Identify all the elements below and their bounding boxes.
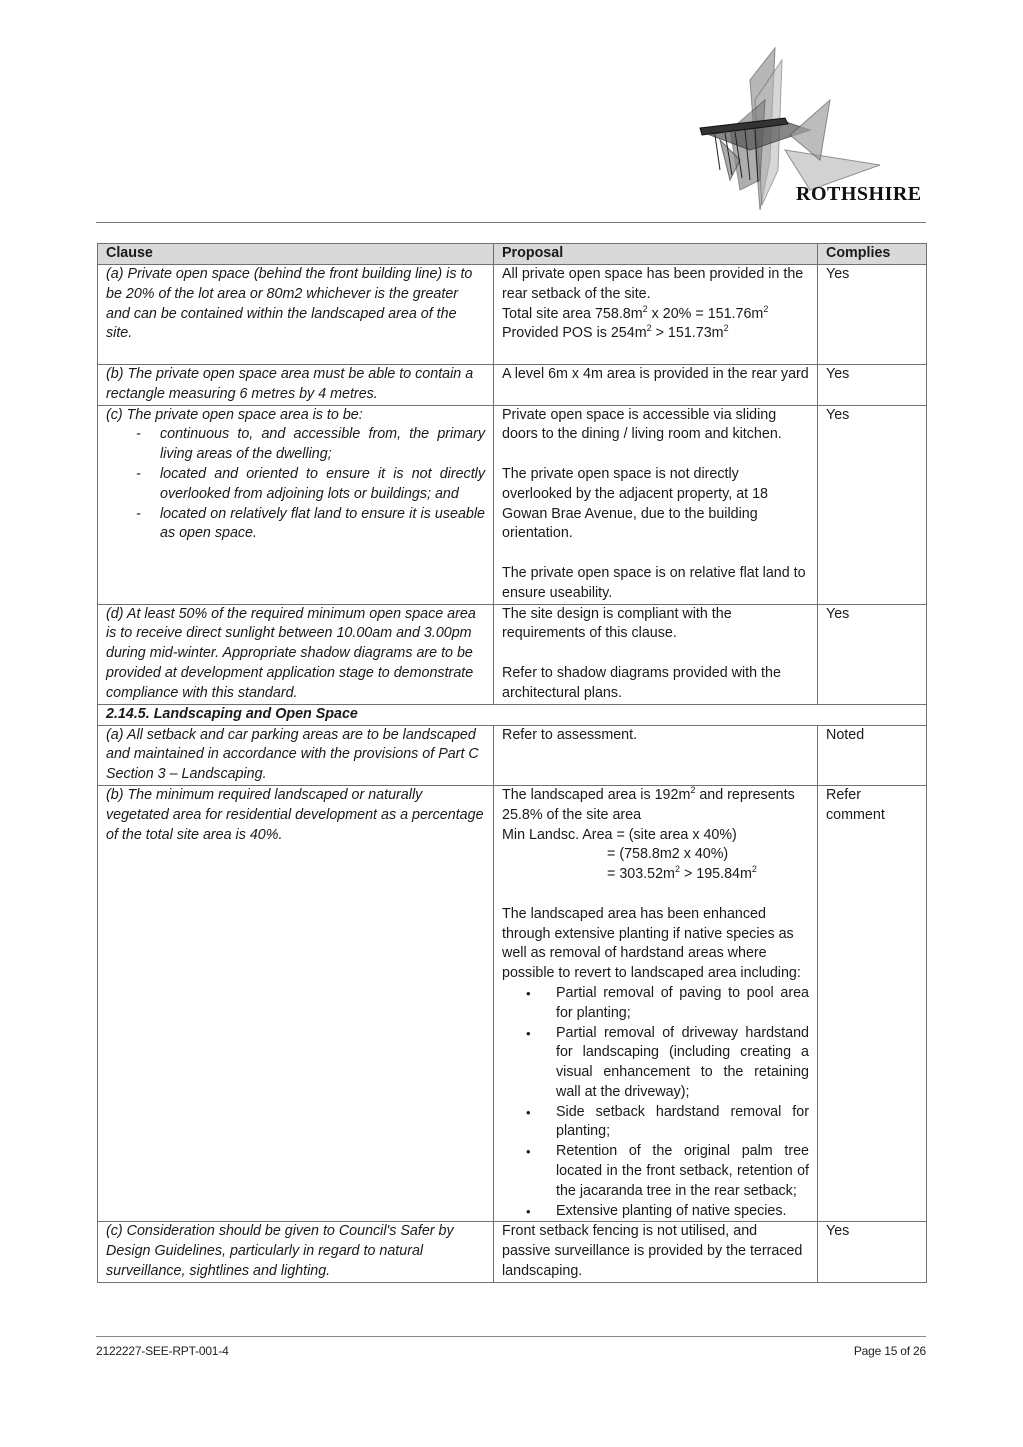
- header-clause: Clause: [98, 244, 494, 265]
- proposal-cell: [494, 265, 818, 365]
- complies-cell: Yes: [818, 1222, 927, 1282]
- page-number: Page 15 of 26: [853, 1344, 926, 1358]
- clause-cell: (c) Consideration should be given to Council's Safer by Design Guidelines, particularly in regard to natural surveillance, sightlines and lighting.: [98, 1222, 494, 1282]
- list-item: - continuous to, and accessible from, the primary living areas of the dwelling;: [136, 426, 485, 463]
- table-row: [98, 785, 927, 1222]
- proposal-cell: [494, 785, 818, 1222]
- proposal-text: The private open space is not directly overlooked by the adjacent property, at 18 Gowan Brae Avenue, due to the building orientation.: [502, 465, 768, 542]
- list-item: • Extensive planting of native species.: [526, 1202, 787, 1219]
- clause-cell: (a) All setback and car parking areas are to be landscaped and maintained in accordance with the provisions of Part C Section 3 – Landscaping.: [98, 725, 494, 785]
- clause-cell: (a) Private open space (behind the front building line) is to be 20% of the lot area or 80m2 whichever is the greater and can be contained within the landscaped area of the site.: [98, 265, 494, 365]
- proposal-cell: Front setback fencing is not utilised, and passive surveillance is provided by the terraced landscaping.: [494, 1222, 818, 1282]
- complies-cell: Yes: [818, 405, 927, 604]
- proposal-text: The landscaped area is $192m^2$ and represents 25.8% of the site area: [502, 785, 795, 823]
- table-row: [98, 604, 927, 704]
- section-heading-row: [98, 704, 927, 725]
- clause-cell: (b) The private open space area must be able to contain a rectangle measuring 6 metres by 4 metres.: [98, 365, 494, 406]
- proposal-cell: [494, 604, 818, 704]
- section-heading: 2.14.5. Landscaping and Open Space: [98, 704, 927, 725]
- proposal-text: The site design is compliant with the requirements of this clause.: [502, 605, 732, 642]
- table-row: [98, 405, 927, 604]
- footer-rule: [96, 1336, 926, 1337]
- complies-cell: Yes: [818, 265, 927, 365]
- complies-cell: Yes: [818, 365, 927, 406]
- proposal-text: = $303.52m^2 > 195.84m^2$: [607, 864, 757, 883]
- table-row: [98, 365, 927, 406]
- proposal-cell: [494, 405, 818, 604]
- proposal-cell: Refer to assessment.: [494, 725, 818, 785]
- proposal-text: = (758.8m2 x 40%): [607, 846, 729, 863]
- proposal-cell: A level 6m x 4m area is provided in the rear yard: [494, 365, 818, 406]
- list-item: • Partial removal of driveway hardstand for landscaping (including creating a visual enhancement to the retaining wall at the driveway);: [526, 1024, 809, 1100]
- proposal-bullet-list: [502, 984, 809, 1222]
- list-item: - located on relatively flat land to ensure it is useable as open space.: [136, 505, 485, 542]
- clause-cell: [98, 405, 494, 604]
- rothshire-logo-text: ROTHSHIRE: [796, 183, 922, 205]
- clause-text: (c) The private open space area is to be:: [106, 406, 363, 423]
- header-complies: Complies: [818, 244, 927, 265]
- table-row: [98, 265, 927, 365]
- proposal-text: Min Landsc. Area = (site area x 40%): [502, 826, 737, 843]
- proposal-text: Private open space is accessible via sliding doors to the dining / living room and kitchen.: [502, 406, 782, 443]
- proposal-text: All private open space has been provided in the rear setback of the site.: [502, 266, 804, 302]
- list-item: • Side setback hardstand removal for planting;: [526, 1103, 809, 1140]
- list-item: • Partial removal of paving to pool area for planting;: [526, 984, 809, 1021]
- proposal-text: Total site area $758.8m^2$ x $20\% = 151.76m^2$: [502, 303, 769, 322]
- proposal-text: The landscaped area has been enhanced through extensive planting if native species as well as removal of hardstand areas where possible to revert to landscaped area including:: [502, 905, 801, 982]
- header-rule: [96, 222, 926, 223]
- proposal-text: The private open space is on relative flat land to ensure useability.: [502, 564, 806, 601]
- table-row: [98, 1222, 927, 1282]
- table-row: [98, 725, 927, 785]
- complies-cell: Yes: [818, 604, 927, 704]
- clause-cell: (b) The minimum required landscaped or naturally vegetated area for residential development as a percentage of the total site area is 40%.: [98, 785, 494, 1222]
- complies-cell: Noted: [818, 725, 927, 785]
- document-reference: 2122227-SEE-RPT-001-4: [96, 1344, 229, 1358]
- proposal-text: Refer to shadow diagrams provided with the architectural plans.: [502, 664, 781, 701]
- table-header-row: [98, 244, 927, 265]
- list-item: • Retention of the original palm tree located in the front setback, retention of the jacaranda tree in the rear setback;: [526, 1143, 809, 1199]
- complies-cell: Refer comment: [818, 785, 927, 1222]
- clause-dash-list: [106, 425, 485, 544]
- list-item: - located and oriented to ensure it is not directly overlooked from adjoining lots or buildings; and: [136, 465, 485, 502]
- assessment-table: [97, 243, 927, 1283]
- proposal-text: Provided POS is $254m^2 > 151.73m^2$: [502, 323, 729, 342]
- clause-cell: (d) At least 50% of the required minimum open space area is to receive direct sunlight between 10.00am and 3.00pm during mid-winter. Appropriate shadow diagrams are to be provided at development application stage to demonstrate compliance with this standard.: [98, 604, 494, 704]
- header-proposal: Proposal: [494, 244, 818, 265]
